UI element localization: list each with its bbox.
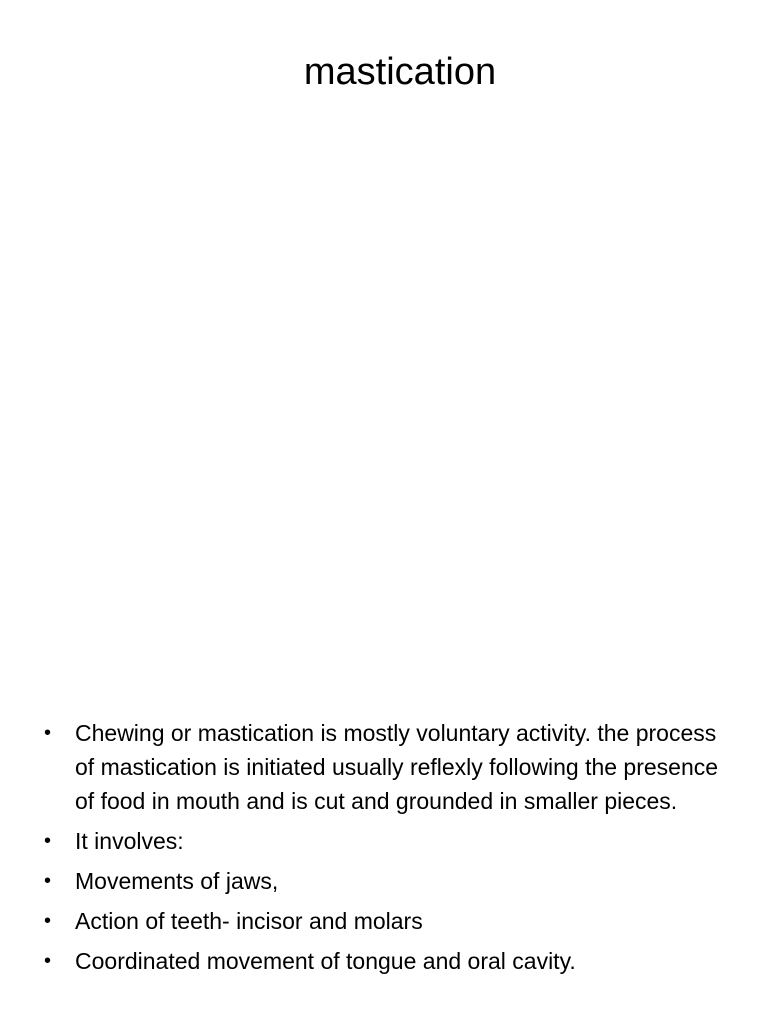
slide-title: mastication [303,51,497,93]
bullet-item [40,904,740,938]
bullet-list [40,716,740,984]
bullet-item [40,944,740,978]
bullet-text: Action of teeth- incisor and molars [75,908,423,934]
bullet-text: It involves: [75,828,184,854]
bullet-dot-icon: • [44,722,52,744]
bullet-text: Chewing or mastication is mostly voluntary activity. the process of mastication is initiated usually reflexly following the presence of food in mouth and is cut and grounded in smaller pieces. [75,720,719,814]
bullet-dot-icon: • [44,870,52,892]
bullet-dot-icon: • [44,950,52,972]
bullet-text: Coordinated movement of tongue and oral cavity. [75,948,576,974]
bullet-dot-icon: • [44,910,52,932]
bullet-text: Movements of jaws, [75,868,279,894]
bullet-item [40,716,740,818]
bullet-item [40,824,740,858]
bullet-item [40,864,740,898]
bullet-dot-icon: • [44,830,52,852]
